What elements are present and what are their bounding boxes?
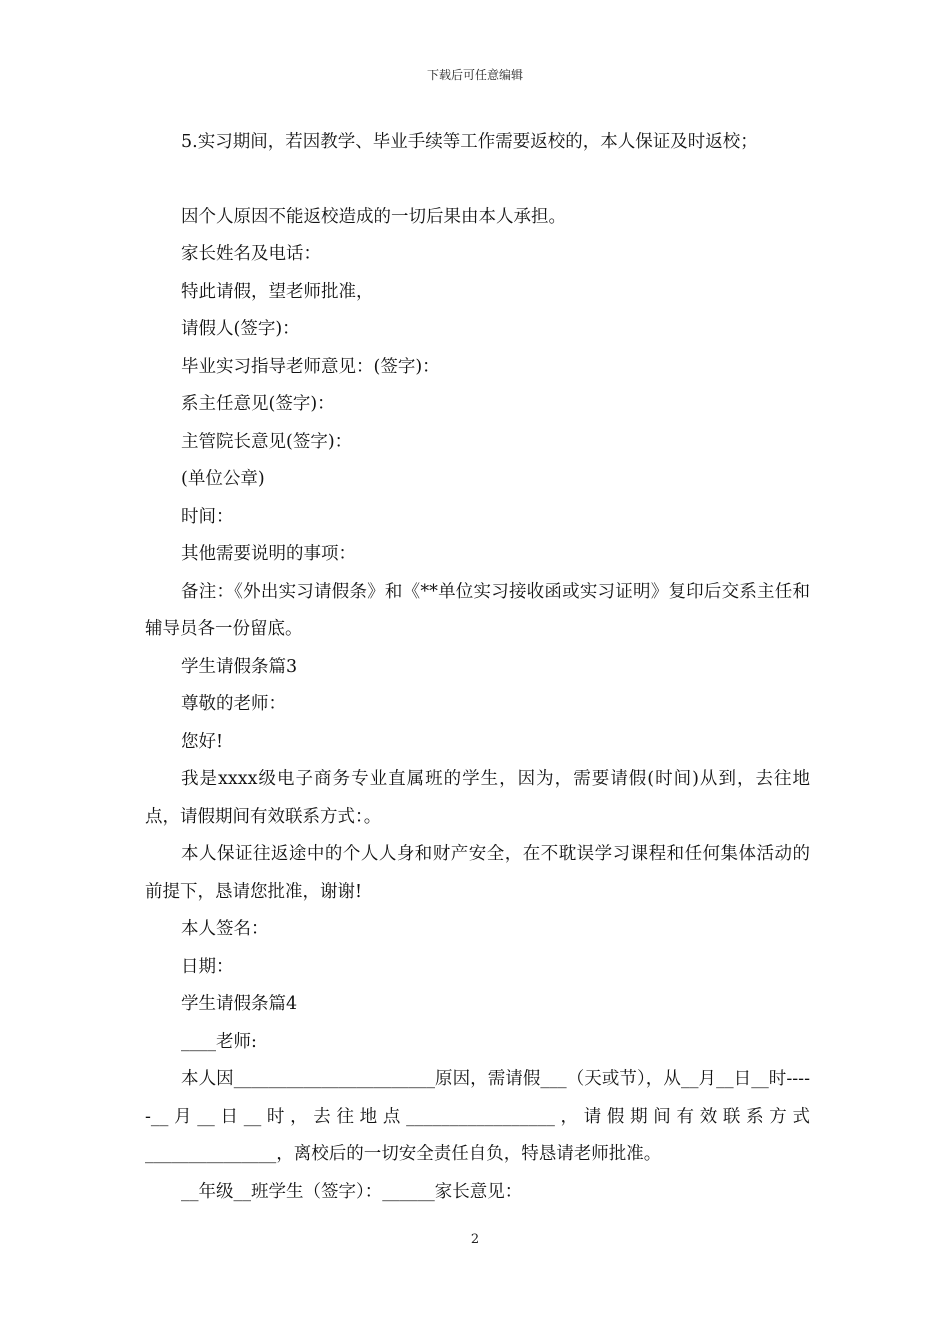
paragraph: 5.实习期间，若因教学、毕业手续等工作需要返校的，本人保证及时返校； [181, 132, 758, 152]
paragraph: 毕业实习指导老师意见：(签字)： [181, 356, 440, 377]
paragraph: 因个人原因不能返校造成的一切后果由本人承担。 [181, 206, 566, 227]
paragraph: 主管院长意见(签字)： [181, 431, 353, 452]
page-header: 下载后可任意编辑 [426, 68, 523, 82]
paragraph: 特此请假，望老师批准， [181, 281, 374, 302]
paragraph: 本人因_______________________原因，需请假___（天或节），从__月__日__时-----__月__日__时，去往地点_________________，请假期间有效联系方式_______________，离校后的一切安全责任自负，特恳请老师批准。 [145, 1069, 810, 1164]
paragraph: (单位公章) [181, 469, 265, 489]
paragraph: 本人保证往返途中的个人人身和财产安全，在不耽误学习课程和任何集体活动的前提下，恳请您批准，谢谢! [145, 844, 810, 902]
paragraph: 其他需要说明的事项： [181, 544, 356, 564]
paragraph: 日期： [181, 956, 234, 977]
document-body [145, 124, 810, 1211]
paragraph: ____老师: [181, 1031, 257, 1052]
section-heading: 学生请假条篇3 [181, 656, 298, 677]
paragraph: 家长姓名及电话： [181, 244, 321, 264]
paragraph: 尊敬的老师： [181, 694, 286, 714]
paragraph: 时间： [181, 506, 234, 527]
paragraph: 系主任意见(签字)： [181, 394, 335, 414]
paragraph: 我是xxxx级电子商务专业直属班的学生，因为，需要请假(时间)从到，去往地点，请假期间有效联系方式：。 [145, 769, 810, 827]
paragraph: 请假人(签字)： [181, 319, 300, 339]
paragraph: 本人签名： [181, 919, 269, 939]
page-number: 2 [470, 1232, 480, 1247]
paragraph: __年级__班学生（签字）：______家长意见： [181, 1181, 523, 1202]
section-heading: 学生请假条篇4 [181, 994, 298, 1014]
paragraph: 备注：《外出实习请假条》和《**单位实习接收函或实习证明》复印后交系主任和辅导员各一份留底。 [145, 581, 810, 639]
paragraph: 您好! [181, 731, 224, 752]
